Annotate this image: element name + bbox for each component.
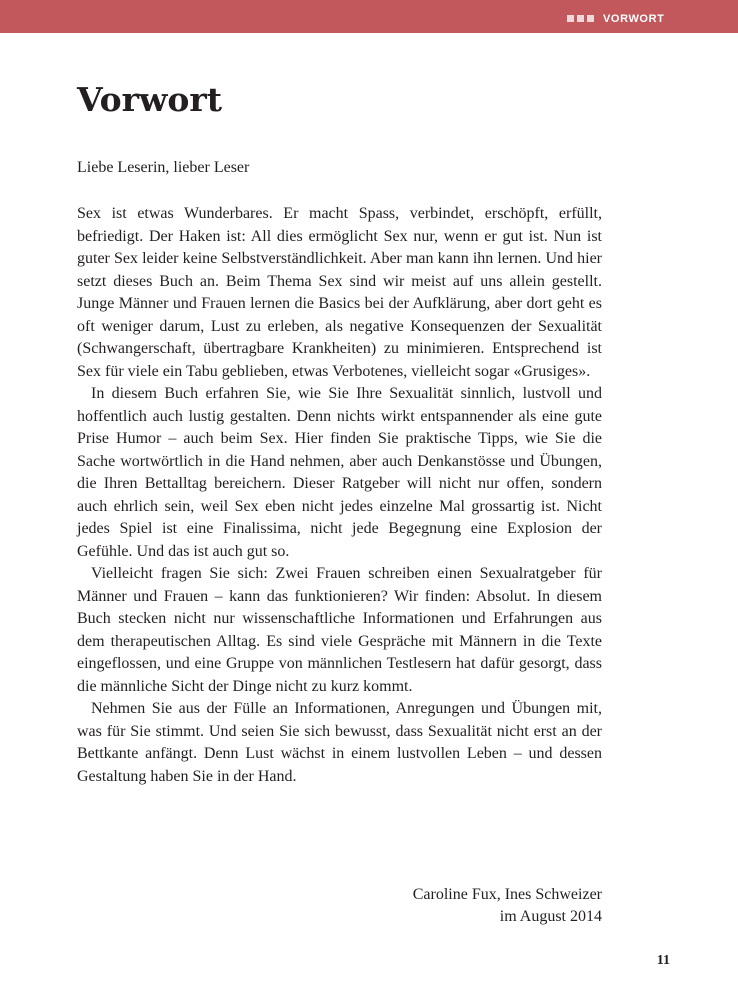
page-number: 11 (656, 953, 670, 968)
paragraph: Vielleicht fragen Sie sich: Zwei Frauen schreiben einen Sexualratgeber für Männer und Frauen – kann das funktionieren? Wir finden: Absolut. In diesem Buch stecken nicht nur wissenschaftliche Informationen und Erfahrungen aus dem therapeutischen Alltag. Es sind viele Gespräche mit Männern in die Texte eingeflossen, und eine Gruppe von männlichen Testlesern hat dafür gesorgt, dass die männliche Sicht der Dinge nicht zu kurz kommt. (77, 565, 602, 695)
signature-authors: Caroline Fux, Ines Schweizer (412, 886, 602, 903)
header-square (577, 15, 584, 22)
header-ornament-squares (567, 15, 594, 22)
page-title: Vorwort (77, 80, 223, 119)
paragraph: In diesem Buch erfahren Sie, wie Sie Ihre Sexualität sinnlich, lustvoll und hoffentlich auch lustig gestalten. Denn nichts wirkt entspannender als eine gute Prise Humor – auch beim Sex. Hier finden Sie praktische Tipps, wie Sie die Sache wortwörtlich in die Hand nehmen, aber auch Denkanstösse und Übungen, die Ihren Bettalltag bereichern. Dieser Ratgeber will nicht nur offen, sondern auch ehrlich sein, weil Sex eben nicht jedes einzelne Mal grossartig ist. Nicht jedes Spiel ist eine Finalissima, nicht jede Begegnung eine Explosion der Gefühle. Und das ist auch gut so. (77, 385, 602, 560)
paragraph: Nehmen Sie aus der Fülle an Informationen, Anregungen und Übungen mit, was für Sie stimmt. Und seien Sie sich bewusst, dass Sexualität nicht erst an der Bettkante anfängt. Denn Lust wächst in einem lustvollen Leben – und dessen Gestaltung haben Sie in der Hand. (77, 700, 602, 785)
salutation: Liebe Leserin, lieber Leser (77, 159, 250, 176)
section-label: VORWORT (603, 13, 665, 25)
header-square (587, 15, 594, 22)
paragraph: Sex ist etwas Wunderbares. Er macht Spass, verbindet, erschöpft, erfüllt, befriedigt. Der Haken ist: All dies ermöglicht Sex nur, wenn er gut ist. Nun ist guter Sex leider keine Selbstverständlichkeit. Aber man kann ihn lernen. Und hier setzt dieses Buch an. Beim Thema Sex sind wir meist auf uns allein gestellt. Junge Männer und Frauen lernen die Basics bei der Aufklärung, aber dort geht es oft weniger darum, Lust zu erleben, als negative Konsequenzen der Sexualität (Schwangerschaft, übertragbare Krankheiten) zu minimieren. Entsprechend ist Sex für viele ein Tabu geblieben, etwas Verbotenes, vielleicht sogar «Grusiges». (77, 205, 602, 380)
signature-date: im August 2014 (499, 908, 602, 925)
header-square (567, 15, 574, 22)
running-header (0, 0, 738, 33)
signature-block (413, 884, 602, 928)
body-text (77, 203, 602, 788)
